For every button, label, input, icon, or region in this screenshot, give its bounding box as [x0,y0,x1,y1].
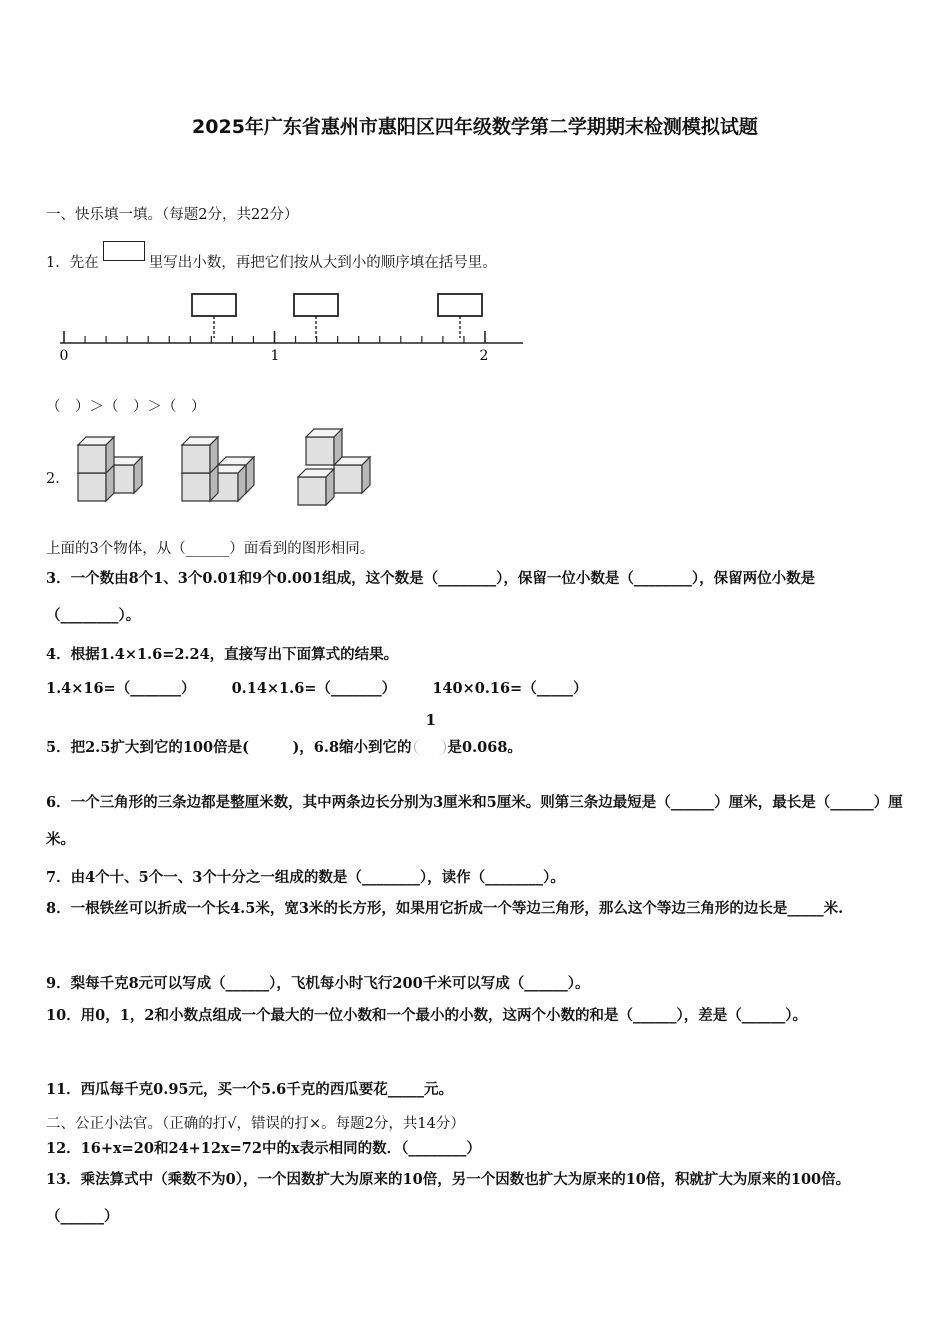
tick-label-1: 1 [270,348,280,364]
answer-box[interactable] [294,294,338,316]
question-1 [46,241,497,272]
question-11: 11．西瓜每千克0.95元，买一个5.6千克的西瓜要花_____元。 [46,1081,453,1098]
q1-prefix: 1．先在 [46,255,99,271]
q1-suffix: 里写出小数，再把它们按从大到小的顺序填在括号里。 [148,255,497,271]
question-4-items [46,677,587,698]
q4-item-a: 1.4×16=（_______） [46,680,196,697]
q5-prefix: 5．把2.5扩大到它的100倍是( )，6.8缩小到它的 [46,739,412,756]
cube-object-1 [78,437,142,501]
order-line: （ ）＞（ ）＞（ ） [46,399,206,415]
answer-box[interactable] [192,294,236,316]
q4-item-c: 140×0.16=（_____） [432,680,588,697]
fraction-denominator-blank[interactable] [414,739,446,755]
fraction-numerator: 1 [425,711,436,729]
question-3: 3．一个数由8个1、3个0.01和9个0.001组成，这个数是（________），保留一位小数是（________），保留两位小数是（________）。 [46,570,816,624]
tick-label-2: 2 [479,348,489,364]
question-10: 10．用0，1，2和小数点组成一个最大的一位小数和一个最小的小数，这两个小数的和是（______），差是（______）。 [46,1007,807,1024]
question-4: 4．根据1.4×1.6=2.24，直接写出下面算式的结果。 [46,646,399,663]
answer-box[interactable] [438,294,482,316]
q5-suffix: 是0.068。 [447,739,522,756]
number-line-figure [55,288,535,368]
q2-number: 2． [46,471,70,487]
question-7: 7．由4个十、5个一、3个十分之一组成的数是（________），读作（________）。 [46,869,565,886]
question-12: 12．16+x=20和24+12x=72中的x表示相同的数．（________） [46,1140,481,1157]
question-5 [46,711,522,758]
cube-object-2 [182,437,254,501]
question-6: 6．一个三角形的三条边都是整厘米数，其中两条边长分别为3厘米和5厘米。则第三条边最短是（______）厘米，最长是（______）厘米。 [46,794,903,848]
section2-heading: 二、公正小法官。（正确的打√，错误的打×。每题2分，共14分） [46,1116,465,1132]
question-2-text: 上面的3个物体，从（______）面看到的图形相同。 [46,541,375,557]
question-13: 13．乘法算式中（乘数不为0），一个因数扩大为原来的10倍，另一个因数也扩大为原来的10倍，积就扩大为原来的100倍。（______） [46,1171,851,1225]
question-8: 8．一根铁丝可以折成一个长4.5米，宽3米的长方形，如果用它折成一个等边三角形，那么这个等边三角形的边长是_____米. [46,900,844,917]
fraction [412,711,448,758]
q4-item-b: 0.14×1.6=（_______） [231,680,397,697]
cube-object-3 [298,429,370,505]
question-9: 9．梨每千克8元可以写成（______），飞机每小时飞行200千米可以写成（______）。 [46,975,590,992]
page-title: 2025年广东省惠州市惠阳区四年级数学第二学期期末检测模拟试题 [192,116,758,138]
tick-label-0: 0 [59,348,69,364]
answer-box[interactable] [103,241,145,261]
cube-figures [70,425,390,515]
tick-marks [64,331,485,343]
section1-heading: 一、快乐填一填。（每题2分，共22分） [46,207,299,223]
